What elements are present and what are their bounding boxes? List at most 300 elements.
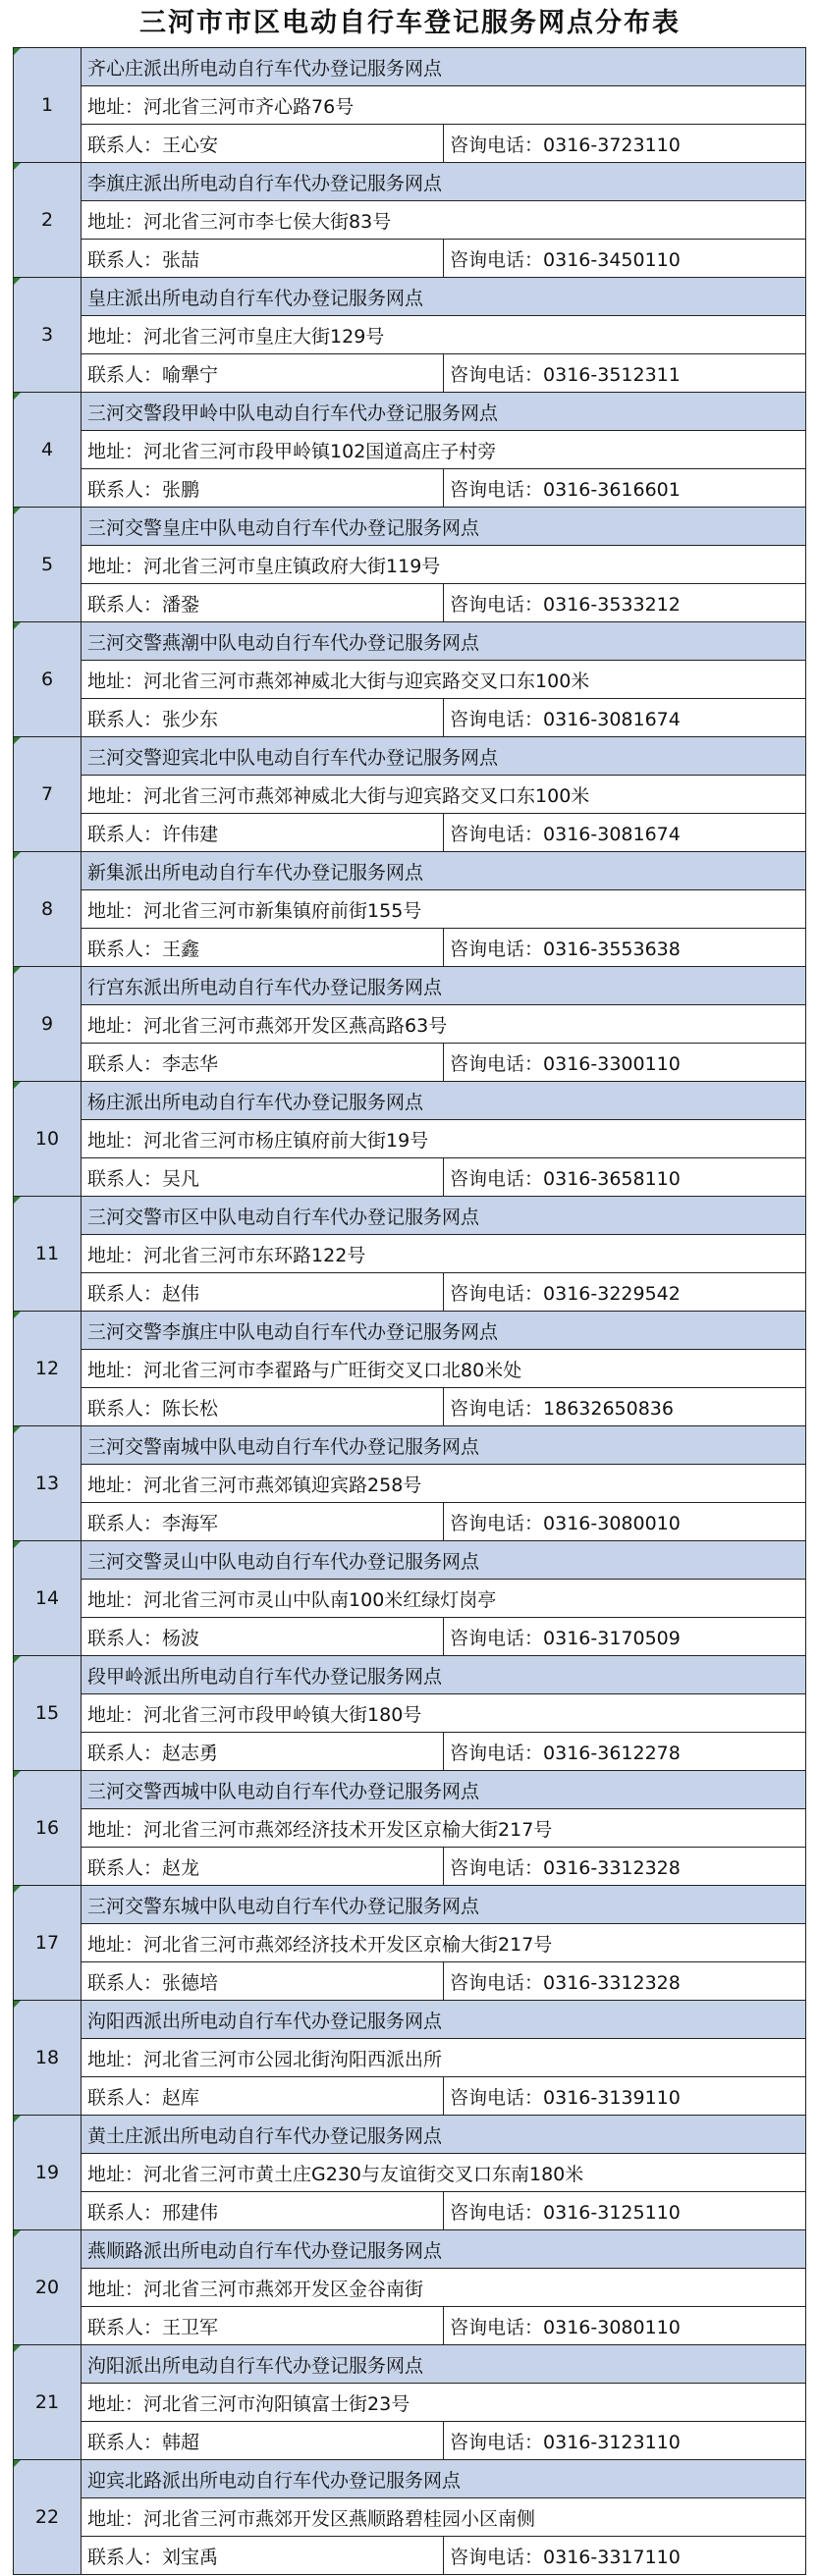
table-row (14, 546, 806, 584)
contact-value: 赵伟 (162, 1282, 200, 1305)
phone-label: 咨询电话： (450, 1742, 544, 1764)
address-cell (82, 1120, 806, 1158)
address-label: 地址： (87, 2278, 144, 2300)
service-point-name: 三河交警皇庄中队电动自行车代办登记服务网点 (82, 508, 806, 546)
phone-value: 0316-3080010 (543, 1512, 681, 1534)
service-point-name: 泃阳西派出所电动自行车代办登记服务网点 (82, 2001, 806, 2039)
contact-label: 联系人： (87, 938, 163, 960)
contact-cell (82, 1733, 444, 1771)
service-point-name: 三河交警段甲岭中队电动自行车代办登记服务网点 (82, 393, 806, 431)
row-number: 16 (14, 1771, 82, 1886)
address-value: 河北省三河市燕郊开发区燕顺路碧桂园小区南侧 (143, 2507, 536, 2530)
contact-label: 联系人： (87, 1856, 163, 1879)
table-row (14, 2345, 806, 2384)
page-title: 三河市市区电动自行车登记服务网点分布表 (139, 8, 681, 38)
table-row (14, 508, 806, 546)
address-value: 河北省三河市段甲岭镇102国道高庄子村旁 (143, 440, 497, 462)
table-row (14, 1312, 806, 1350)
phone-value: 0316-3553638 (543, 938, 681, 960)
contact-label: 联系人： (87, 1742, 163, 1764)
phone-value: 0316-3139110 (543, 2086, 681, 2109)
table-row (14, 1618, 806, 1656)
table-row (14, 2230, 806, 2269)
service-point-name: 三河交警东城中队电动自行车代办登记服务网点 (82, 1886, 806, 1924)
address-label: 地址： (87, 555, 144, 577)
phone-label: 咨询电话： (450, 2546, 544, 2568)
address-value: 河北省三河市皇庄镇政府大街119号 (143, 555, 441, 577)
address-cell (82, 1350, 806, 1388)
table-row (14, 1426, 806, 1465)
phone-label: 咨询电话： (450, 1971, 544, 1994)
contact-label: 联系人： (87, 593, 163, 616)
contact-value: 韩超 (162, 2431, 200, 2453)
address-value: 河北省三河市燕郊神威北大街与迎宾路交叉口东100米 (143, 784, 590, 807)
table-row (14, 278, 806, 316)
address-label: 地址： (87, 1244, 144, 1266)
phone-label: 咨询电话： (450, 363, 544, 386)
table-row (14, 163, 806, 201)
contact-label: 联系人： (87, 1397, 163, 1420)
table-row (14, 1503, 806, 1541)
address-cell (82, 86, 806, 125)
phone-cell (444, 125, 806, 163)
table-row (14, 201, 806, 240)
address-label: 地址： (87, 1014, 144, 1037)
table-row (14, 1733, 806, 1771)
contact-label: 联系人： (87, 363, 163, 386)
phone-label: 咨询电话： (450, 1512, 544, 1534)
contact-value: 张鹏 (162, 478, 200, 501)
table-row (14, 469, 806, 508)
phone-value: 0316-3658110 (543, 1167, 681, 1190)
service-point-name: 三河交警燕潮中队电动自行车代办登记服务网点 (82, 622, 806, 661)
table-row (14, 2537, 806, 2575)
address-label: 地址： (87, 899, 144, 922)
address-cell (82, 1465, 806, 1503)
phone-cell (444, 2077, 806, 2116)
table-row (14, 125, 806, 163)
phone-cell (444, 1618, 806, 1656)
row-number: 1 (14, 48, 82, 163)
phone-cell (444, 2537, 806, 2575)
row-number: 8 (14, 852, 82, 967)
phone-cell (444, 1158, 806, 1197)
service-point-name: 三河交警西城中队电动自行车代办登记服务网点 (82, 1771, 806, 1809)
address-value: 河北省三河市公园北街泃阳西派出所 (143, 2048, 443, 2070)
contact-cell (82, 1848, 444, 1886)
phone-label: 咨询电话： (450, 1856, 544, 1879)
service-point-name: 李旗庄派出所电动自行车代办登记服务网点 (82, 163, 806, 201)
phone-cell (444, 240, 806, 278)
address-value: 河北省三河市新集镇府前街155号 (143, 899, 422, 922)
phone-cell (444, 814, 806, 852)
address-cell (82, 776, 806, 814)
phone-label: 咨询电话： (450, 938, 544, 960)
table-row (14, 2077, 806, 2116)
service-point-table (13, 47, 806, 2575)
table-row (14, 1388, 806, 1426)
address-cell (82, 661, 806, 699)
phone-cell (444, 1962, 806, 2001)
contact-value: 吴凡 (162, 1167, 200, 1190)
contact-cell (82, 1618, 444, 1656)
row-number: 17 (14, 1886, 82, 2001)
phone-label: 咨询电话： (450, 1397, 544, 1420)
address-value: 河北省三河市燕郊经济技术开发区京榆大街217号 (143, 1818, 553, 1841)
phone-label: 咨询电话： (450, 1627, 544, 1649)
address-label: 地址： (87, 2392, 144, 2415)
address-cell (82, 316, 806, 354)
table-row (14, 1541, 806, 1580)
table-row (14, 814, 806, 852)
table-row (14, 1120, 806, 1158)
address-label: 地址： (87, 325, 144, 348)
table-row (14, 1886, 806, 1924)
table-row (14, 1273, 806, 1312)
table-row (14, 2422, 806, 2460)
table-row (14, 1656, 806, 1694)
service-point-name: 新集派出所电动自行车代办登记服务网点 (82, 852, 806, 890)
contact-value: 赵库 (162, 2086, 200, 2109)
table-row (14, 240, 806, 278)
table-row (14, 1848, 806, 1886)
address-cell (82, 2384, 806, 2422)
table-row (14, 2307, 806, 2345)
service-point-name: 三河交警南城中队电动自行车代办登记服务网点 (82, 1426, 806, 1465)
row-number: 11 (14, 1197, 82, 1312)
table-row (14, 1809, 806, 1848)
contact-cell (82, 2077, 444, 2116)
table-row (14, 622, 806, 661)
table-row (14, 584, 806, 622)
table-row (14, 2039, 806, 2077)
row-number: 21 (14, 2345, 82, 2460)
address-value: 河北省三河市燕郊开发区金谷南街 (143, 2278, 424, 2300)
contact-cell (82, 469, 444, 508)
phone-cell (444, 1733, 806, 1771)
phone-cell (444, 469, 806, 508)
phone-value: 0316-3170509 (543, 1627, 681, 1649)
service-point-name: 皇庄派出所电动自行车代办登记服务网点 (82, 278, 806, 316)
phone-label: 咨询电话： (450, 1167, 544, 1190)
phone-label: 咨询电话： (450, 708, 544, 730)
table-row (14, 2498, 806, 2537)
contact-label: 联系人： (87, 2201, 163, 2224)
table-row (14, 1694, 806, 1733)
address-value: 河北省三河市李翟路与广旺街交叉口北80米处 (143, 1359, 522, 1381)
address-value: 河北省三河市燕郊开发区燕高路63号 (143, 1014, 448, 1037)
phone-value: 0316-3125110 (543, 2201, 681, 2224)
phone-label: 咨询电话： (450, 1052, 544, 1075)
table-row (14, 1771, 806, 1809)
table-row (14, 1962, 806, 2001)
table-row (14, 967, 806, 1005)
phone-label: 咨询电话： (450, 2431, 544, 2453)
contact-cell (82, 699, 444, 737)
row-number: 15 (14, 1656, 82, 1771)
address-label: 地址： (87, 2507, 144, 2530)
row-number: 19 (14, 2116, 82, 2230)
table-row (14, 2384, 806, 2422)
address-cell (82, 546, 806, 584)
address-cell (82, 1580, 806, 1618)
contact-label: 联系人： (87, 248, 163, 271)
table-row (14, 1580, 806, 1618)
address-label: 地址： (87, 210, 144, 233)
address-label: 地址： (87, 1474, 144, 1496)
contact-cell (82, 2192, 444, 2230)
address-label: 地址： (87, 784, 144, 807)
row-number: 18 (14, 2001, 82, 2116)
contact-value: 张少东 (162, 708, 219, 730)
phone-cell (444, 929, 806, 967)
contact-value: 杨波 (162, 1627, 200, 1649)
phone-cell (444, 354, 806, 393)
table-row (14, 431, 806, 469)
row-number: 20 (14, 2230, 82, 2345)
address-label: 地址： (87, 1933, 144, 1956)
contact-label: 联系人： (87, 1627, 163, 1649)
phone-cell (444, 2422, 806, 2460)
phone-cell (444, 2307, 806, 2345)
contact-cell (82, 125, 444, 163)
table-row (14, 1465, 806, 1503)
phone-value: 0316-3229542 (543, 1282, 681, 1305)
address-cell (82, 2269, 806, 2307)
phone-label: 咨询电话： (450, 823, 544, 845)
address-cell (82, 1005, 806, 1044)
contact-label: 联系人： (87, 2546, 163, 2568)
table-row (14, 661, 806, 699)
address-cell (82, 1694, 806, 1733)
contact-label: 联系人： (87, 1512, 163, 1534)
phone-cell (444, 1848, 806, 1886)
phone-cell (444, 584, 806, 622)
table-row (14, 86, 806, 125)
phone-cell (444, 1044, 806, 1082)
row-number: 7 (14, 737, 82, 852)
phone-cell (444, 1503, 806, 1541)
address-value: 河北省三河市黄土庄G230与友谊街交叉口东南180米 (143, 2163, 584, 2185)
address-cell (82, 2498, 806, 2537)
service-point-name: 齐心庄派出所电动自行车代办登记服务网点 (82, 48, 806, 86)
address-label: 地址： (87, 1129, 144, 1152)
address-label: 地址： (87, 2048, 144, 2070)
contact-cell (82, 240, 444, 278)
service-point-name: 段甲岭派出所电动自行车代办登记服务网点 (82, 1656, 806, 1694)
table-row (14, 316, 806, 354)
phone-value: 0316-3081674 (543, 823, 681, 845)
address-label: 地址： (87, 1359, 144, 1381)
table-row (14, 929, 806, 967)
service-point-name: 杨庄派出所电动自行车代办登记服务网点 (82, 1082, 806, 1120)
phone-cell (444, 1273, 806, 1312)
address-cell (82, 1235, 806, 1273)
contact-value: 潘銎 (162, 593, 200, 616)
address-cell (82, 431, 806, 469)
row-number: 2 (14, 163, 82, 278)
table-row (14, 1197, 806, 1235)
address-label: 地址： (87, 1588, 144, 1611)
table-row (14, 852, 806, 890)
phone-cell (444, 1388, 806, 1426)
contact-cell (82, 354, 444, 393)
contact-value: 王鑫 (162, 938, 200, 960)
service-point-name: 燕顺路派出所电动自行车代办登记服务网点 (82, 2230, 806, 2269)
contact-cell (82, 814, 444, 852)
address-value: 河北省三河市燕郊经济技术开发区京榆大街217号 (143, 1933, 553, 1956)
phone-label: 咨询电话： (450, 248, 544, 271)
service-point-name: 三河交警李旗庄中队电动自行车代办登记服务网点 (82, 1312, 806, 1350)
address-cell (82, 1924, 806, 1962)
table-row (14, 354, 806, 393)
contact-value: 赵龙 (162, 1856, 200, 1879)
row-number: 3 (14, 278, 82, 393)
table-row (14, 776, 806, 814)
row-number: 9 (14, 967, 82, 1082)
contact-value: 张德培 (162, 1971, 219, 1994)
address-label: 地址： (87, 1703, 144, 1726)
contact-cell (82, 1273, 444, 1312)
row-number: 14 (14, 1541, 82, 1656)
phone-value: 0316-3312328 (543, 1856, 681, 1879)
address-label: 地址： (87, 95, 144, 118)
contact-value: 王心安 (162, 134, 219, 156)
contact-cell (82, 1388, 444, 1426)
row-number: 12 (14, 1312, 82, 1426)
contact-cell (82, 584, 444, 622)
address-cell (82, 2154, 806, 2192)
address-value: 河北省三河市东环路122号 (143, 1244, 366, 1266)
row-number: 13 (14, 1426, 82, 1541)
contact-value: 李海军 (162, 1512, 219, 1534)
contact-value: 张喆 (162, 248, 200, 271)
address-value: 河北省三河市泃阳镇富士街23号 (143, 2392, 410, 2415)
service-point-name: 迎宾北路派出所电动自行车代办登记服务网点 (82, 2460, 806, 2498)
contact-cell (82, 1962, 444, 2001)
contact-label: 联系人： (87, 1167, 163, 1190)
table-row (14, 48, 806, 86)
contact-value: 王卫军 (162, 2316, 219, 2338)
phone-value: 0316-3081674 (543, 708, 681, 730)
address-value: 河北省三河市燕郊镇迎宾路258号 (143, 1474, 422, 1496)
address-cell (82, 2039, 806, 2077)
contact-cell (82, 929, 444, 967)
service-point-name: 三河交警灵山中队电动自行车代办登记服务网点 (82, 1541, 806, 1580)
phone-cell (444, 2192, 806, 2230)
phone-cell (444, 699, 806, 737)
contact-cell (82, 1044, 444, 1082)
service-point-name: 三河交警迎宾北中队电动自行车代办登记服务网点 (82, 737, 806, 776)
table-body (14, 48, 806, 2575)
address-value: 河北省三河市段甲岭镇大街180号 (143, 1703, 422, 1726)
contact-value: 刘宝禹 (162, 2546, 219, 2568)
contact-value: 许伟建 (162, 823, 219, 845)
phone-value: 0316-3512311 (543, 363, 681, 386)
phone-label: 咨询电话： (450, 478, 544, 501)
address-value: 河北省三河市李七侯大街83号 (143, 210, 392, 233)
service-point-name: 泃阳派出所电动自行车代办登记服务网点 (82, 2345, 806, 2384)
table-row (14, 1924, 806, 1962)
phone-value: 0316-3080110 (543, 2316, 681, 2338)
table-row (14, 2192, 806, 2230)
row-number: 22 (14, 2460, 82, 2575)
table-row (14, 2116, 806, 2154)
phone-value: 0316-3612278 (543, 1742, 681, 1764)
phone-label: 咨询电话： (450, 2201, 544, 2224)
contact-label: 联系人： (87, 1052, 163, 1075)
table-row (14, 1350, 806, 1388)
row-number: 4 (14, 393, 82, 508)
contact-label: 联系人： (87, 2316, 163, 2338)
table-row (14, 2460, 806, 2498)
contact-value: 陈长松 (162, 1397, 219, 1420)
table-row (14, 2269, 806, 2307)
row-number: 5 (14, 508, 82, 622)
contact-value: 喻犟宁 (162, 363, 219, 386)
phone-value: 0316-3300110 (543, 1052, 681, 1075)
phone-label: 咨询电话： (450, 2086, 544, 2109)
phone-label: 咨询电话： (450, 2316, 544, 2338)
address-value: 河北省三河市杨庄镇府前大街19号 (143, 1129, 429, 1152)
table-row (14, 737, 806, 776)
table-row (14, 1235, 806, 1273)
phone-value: 18632650836 (543, 1397, 674, 1420)
phone-value: 0316-3533212 (543, 593, 681, 616)
table-row (14, 1082, 806, 1120)
address-label: 地址： (87, 2163, 144, 2185)
address-cell (82, 890, 806, 929)
address-value: 河北省三河市齐心路76号 (143, 95, 355, 118)
phone-value: 0316-3317110 (543, 2546, 681, 2568)
service-point-name: 黄土庄派出所电动自行车代办登记服务网点 (82, 2116, 806, 2154)
contact-cell (82, 1158, 444, 1197)
address-cell (82, 1809, 806, 1848)
contact-value: 李志华 (162, 1052, 219, 1075)
address-value: 河北省三河市灵山中队南100米红绿灯岗亭 (143, 1588, 497, 1611)
service-point-name: 三河交警市区中队电动自行车代办登记服务网点 (82, 1197, 806, 1235)
service-point-name: 行宫东派出所电动自行车代办登记服务网点 (82, 967, 806, 1005)
contact-label: 联系人： (87, 1282, 163, 1305)
address-label: 地址： (87, 440, 144, 462)
phone-label: 咨询电话： (450, 134, 544, 156)
contact-label: 联系人： (87, 1971, 163, 1994)
address-label: 地址： (87, 670, 144, 692)
phone-value: 0316-3616601 (543, 478, 681, 501)
table-row (14, 1158, 806, 1197)
address-value: 河北省三河市燕郊神威北大街与迎宾路交叉口东100米 (143, 670, 590, 692)
phone-value: 0316-3450110 (543, 248, 681, 271)
phone-label: 咨询电话： (450, 593, 544, 616)
table-row (14, 1005, 806, 1044)
contact-cell (82, 2307, 444, 2345)
phone-value: 0316-3723110 (543, 134, 681, 156)
table-row (14, 2001, 806, 2039)
address-value: 河北省三河市皇庄大街129号 (143, 325, 385, 348)
contact-label: 联系人： (87, 823, 163, 845)
phone-value: 0316-3123110 (543, 2431, 681, 2453)
table-row (14, 2154, 806, 2192)
contact-value: 邢建伟 (162, 2201, 219, 2224)
contact-cell (82, 2537, 444, 2575)
contact-label: 联系人： (87, 2086, 163, 2109)
contact-value: 赵志勇 (162, 1742, 219, 1764)
phone-label: 咨询电话： (450, 1282, 544, 1305)
row-number: 6 (14, 622, 82, 737)
table-row (14, 890, 806, 929)
address-cell (82, 201, 806, 240)
table-row (14, 1044, 806, 1082)
